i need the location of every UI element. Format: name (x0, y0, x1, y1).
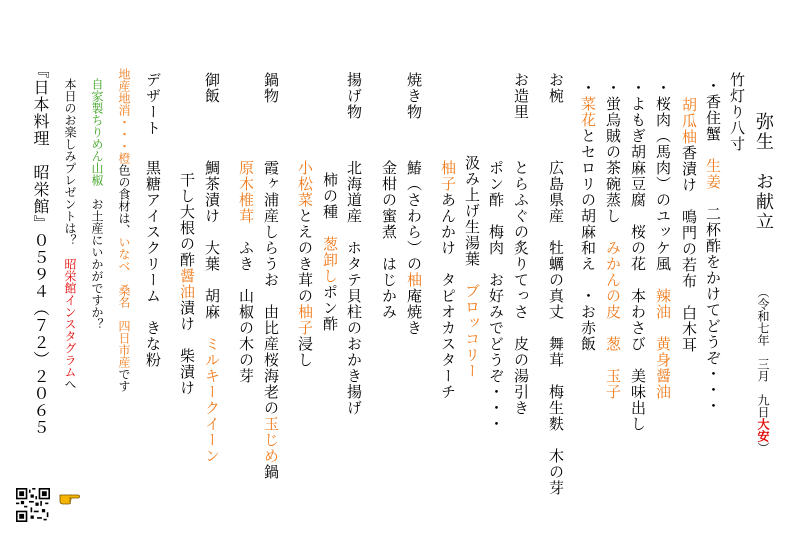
text: 葱卸し (321, 236, 339, 284)
text: いなべ 桑名 四日市産 (117, 236, 131, 368)
hassun-line-5 (605, 80, 620, 400)
agemono-line-3 (297, 160, 312, 368)
section-hassun (729, 72, 744, 152)
text: 地産地消・・・ (117, 68, 131, 152)
text: お土産にいかがですか？ (90, 186, 104, 330)
text: です (117, 368, 131, 392)
text (604, 352, 622, 368)
text: 色の食材は、 (117, 164, 131, 236)
text: ポン酢 梅肉 お好みでどうぞ・・・ (487, 160, 505, 432)
text: 橙 (117, 152, 131, 164)
footer-contact (32, 62, 48, 436)
section-nabemono (263, 72, 278, 104)
text: とえのき茸の (296, 208, 314, 304)
text: 鍋 (262, 464, 280, 480)
section-gohan (204, 72, 219, 104)
text: 柿の種 (321, 172, 339, 236)
section-agemono (346, 72, 361, 120)
text: 本日のお楽しみプレゼントは？ (63, 78, 77, 258)
text (654, 320, 672, 336)
text: 二杯酢をかけてどうぞ・・・ (704, 190, 722, 414)
text: 自家製ちりめん山椒 (90, 78, 104, 186)
qr-code-icon[interactable] (16, 488, 50, 522)
text: 鰆（さわら）の (405, 160, 423, 272)
text: 柚子 (439, 160, 457, 192)
gohan-line-2 (179, 172, 194, 396)
restaurant-contact: 『日本料理 昭栄館』０５９４（７２）２０６５ (31, 62, 50, 436)
footer-line-2 (91, 78, 103, 330)
text: 広島県産 牡蠣の真丈 舞茸 梅生麩 木の芽 (547, 160, 565, 496)
section-gohan-label: 御飯 (203, 72, 221, 104)
text: 霞ヶ浦産しらうお 由比産桜海老の (262, 160, 280, 416)
text: ・香住蟹 (704, 78, 722, 158)
menu-date (757, 286, 769, 454)
nabemono-line-2 (238, 160, 253, 384)
hassun-line-1 (705, 78, 720, 414)
text: 原木椎茸 (237, 160, 255, 224)
text: ふき 山椒の木の芽 (237, 224, 255, 384)
text: 庵焼き (405, 288, 423, 336)
text: 辣油 (654, 288, 672, 320)
text: 浸し (296, 336, 314, 368)
yakimono-line-2 (381, 160, 396, 320)
date-close: ） (756, 442, 770, 454)
text: 北海道産 ホタテ貝柱のおかき揚げ (345, 160, 363, 416)
hassun-line-3 (655, 80, 670, 400)
gohan-line-1 (204, 160, 219, 464)
text: 玉子 (604, 368, 622, 400)
section-owan-label: お椀 (547, 72, 565, 104)
text: 生姜 (704, 158, 722, 190)
text: とらふぐの炙りてっさ 皮の湯引き (512, 160, 530, 416)
text: 金柑の蜜煮 はじかみ (380, 160, 398, 320)
section-otsukuri (513, 72, 528, 120)
otsukuri-line-4 (440, 160, 455, 400)
yakimono-line-1 (406, 160, 421, 336)
nabemono-line-1 (263, 160, 278, 480)
date-text: （令和七年 三月 九日 (756, 286, 770, 418)
agemono-line-2 (322, 172, 337, 332)
text: あんかけ タピオカスターチ (439, 192, 457, 400)
text: とセロリの胡麻和え ・お赤飯 (579, 128, 597, 352)
text: 鯛茶漬け 大葉 胡麻 (203, 160, 221, 336)
text: ・よもぎ胡麻豆腐 桜の花 本わさび 美味出し (629, 80, 647, 432)
text: 玉じめ (262, 416, 280, 464)
hassun-line-6 (580, 80, 595, 352)
section-otsukuri-label: お造里 (512, 72, 530, 120)
menu-title (754, 112, 772, 232)
otsukuri-line-2 (488, 160, 503, 432)
text: ミルキークイーン (203, 336, 221, 464)
text: 香漬け 鳴門の若布 白木耳 (680, 145, 698, 353)
text: 柚子 (296, 304, 314, 336)
text: 柚 (405, 272, 423, 288)
text: 醤油 (178, 268, 196, 300)
text: 黄身醤油 (654, 336, 672, 400)
text: ポン酢 (321, 284, 339, 332)
text (604, 320, 622, 336)
section-agemono-label: 揚げ物 (345, 72, 363, 120)
text: 胡瓜柚 (680, 97, 698, 145)
section-dessert-label: デザート (144, 72, 162, 136)
section-owan (548, 72, 563, 104)
hassun-line-4 (630, 80, 645, 432)
section-dessert (145, 72, 160, 136)
text: 黒糖アイスクリーム きな粉 (144, 160, 162, 368)
owan-line-1 (548, 160, 563, 496)
text: ブロッコリー (463, 283, 481, 379)
hassun-line-2 (681, 97, 696, 353)
section-yakimono (406, 72, 421, 120)
menu-title-text: 弥生 お献立 (753, 112, 774, 232)
text: ・蛍烏賊の茶碗蒸し (604, 80, 622, 240)
text: ・桜肉（馬肉）のユッケ風 (654, 80, 672, 288)
text: 漬け 柴漬け (178, 300, 196, 396)
taian-label: 大安 (756, 418, 770, 442)
footer-line-1 (118, 68, 130, 392)
footer-line-3 (64, 78, 76, 390)
text: みかんの皮 (604, 240, 622, 320)
text: 汲み上げ生湯葉 (463, 155, 481, 283)
agemono-line-1 (346, 160, 361, 416)
text: ・ (579, 80, 597, 96)
section-yakimono-label: 焼き物 (405, 72, 423, 120)
text: へ (63, 378, 77, 390)
text: 小松菜 (296, 160, 314, 208)
pointing-hand-icon (58, 488, 80, 508)
otsukuri-line-3 (464, 155, 479, 379)
dessert-line-1 (145, 160, 160, 368)
text: 干し大根の酢 (178, 172, 196, 268)
otsukuri-line-1 (513, 160, 528, 416)
text: 菜花 (579, 96, 597, 128)
section-nabemono-label: 鍋物 (262, 72, 280, 104)
text: 葱 (604, 336, 622, 352)
instagram-link[interactable]: 昭栄館インスタグラム (63, 258, 77, 378)
section-hassun-label: 竹灯り八寸 (728, 72, 746, 152)
